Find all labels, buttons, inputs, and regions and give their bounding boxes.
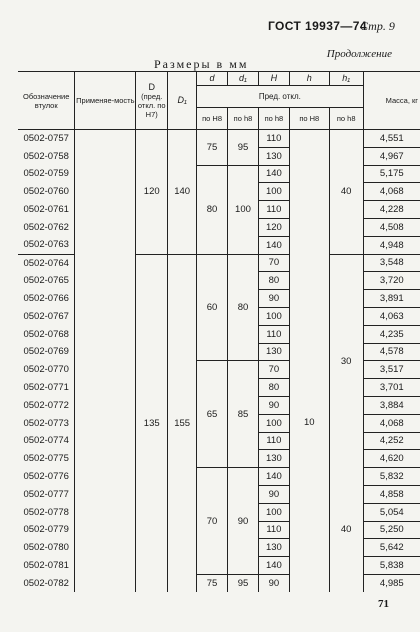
H-value: 100 [258, 503, 289, 521]
d-value: 75 [197, 130, 228, 166]
row-code: 0502-0773 [18, 414, 75, 432]
H-value: 130 [258, 539, 289, 557]
mass-value: 5,642 [363, 539, 420, 557]
col-D1: D₁ [168, 72, 197, 130]
tol-h: по H8 [289, 108, 329, 130]
d-value: 60 [197, 254, 228, 361]
d1-value: 85 [228, 361, 259, 468]
H-value: 100 [258, 414, 289, 432]
standard-number: ГОСТ 19937—74 [268, 19, 367, 33]
d-value: 70 [197, 468, 228, 575]
pred-otkl-label: Пред. откл. [197, 86, 364, 108]
D-value: 120 [136, 130, 168, 255]
d-value: 80 [197, 165, 228, 254]
mass-value: 4,578 [363, 343, 420, 361]
H-value: 110 [258, 521, 289, 539]
mass-value: 4,551 [363, 130, 420, 148]
H-value: 140 [258, 165, 289, 183]
H-value: 90 [258, 396, 289, 414]
mass-value: 4,858 [363, 485, 420, 503]
mass-value: 4,508 [363, 218, 420, 236]
mass-value: 4,235 [363, 325, 420, 343]
H-value: 110 [258, 325, 289, 343]
row-code: 0502-0775 [18, 450, 75, 468]
mass-value: 4,948 [363, 236, 420, 254]
tol-h1: по h8 [329, 108, 363, 130]
mass-value: 4,252 [363, 432, 420, 450]
d1-value: 95 [228, 574, 259, 591]
H-value: 100 [258, 183, 289, 201]
mass-value: 4,068 [363, 183, 420, 201]
mass-value: 5,175 [363, 165, 420, 183]
tol-d1: по h8 [228, 108, 259, 130]
row-code: 0502-0777 [18, 485, 75, 503]
row-code: 0502-0767 [18, 307, 75, 325]
page-label: Стр. 9 [360, 19, 395, 33]
row-code: 0502-0772 [18, 396, 75, 414]
H-value: 70 [258, 254, 289, 272]
d1-value: 80 [228, 254, 259, 361]
h-cell [289, 130, 329, 255]
row-code: 0502-0768 [18, 325, 75, 343]
d1-value: 95 [228, 130, 259, 166]
d-value: 75 [197, 574, 228, 591]
row-code: 0502-0760 [18, 183, 75, 201]
H-value: 90 [258, 290, 289, 308]
row-code: 0502-0778 [18, 503, 75, 521]
col-h: h [289, 72, 329, 86]
row-code: 0502-0779 [18, 521, 75, 539]
row-code: 0502-0757 [18, 130, 75, 148]
col-H: H [258, 72, 289, 86]
mass-value: 3,548 [363, 254, 420, 272]
mass-value: 3,517 [363, 361, 420, 379]
H-value: 130 [258, 343, 289, 361]
mass-value: 5,832 [363, 468, 420, 486]
col-D-label: D [148, 81, 155, 92]
continued-label: Продолжение [326, 48, 392, 60]
row-code: 0502-0766 [18, 290, 75, 308]
mass-value: 5,250 [363, 521, 420, 539]
row-code: 0502-0776 [18, 468, 75, 486]
row-code: 0502-0782 [18, 574, 75, 591]
mass-value: 3,701 [363, 379, 420, 397]
row-code: 0502-0774 [18, 432, 75, 450]
H-value: 120 [258, 218, 289, 236]
mass-value: 4,063 [363, 307, 420, 325]
H-value: 140 [258, 557, 289, 575]
mass-value: 3,720 [363, 272, 420, 290]
H-value: 110 [258, 130, 289, 148]
col-designation: Обозначение втулок [18, 72, 75, 130]
mass-value: 5,838 [363, 557, 420, 575]
row-code: 0502-0761 [18, 201, 75, 219]
col-mass: Масса, кг [363, 72, 420, 130]
tol-H: по h8 [258, 108, 289, 130]
D1-value: 140 [168, 130, 197, 255]
H-value: 110 [258, 432, 289, 450]
d1-value: 90 [228, 468, 259, 575]
h1-value: 30 [329, 254, 363, 468]
H-value: 130 [258, 450, 289, 468]
d-value: 65 [197, 361, 228, 468]
D1-value: 155 [168, 254, 197, 592]
row-code: 0502-0781 [18, 557, 75, 575]
row-code: 0502-0780 [18, 539, 75, 557]
row-code: 0502-0762 [18, 218, 75, 236]
row-code: 0502-0763 [18, 236, 75, 254]
dimensions-title: Размеры в мм [154, 57, 249, 71]
col-D-tolerance: (пред. откл. по H7) [137, 91, 166, 119]
col-applicability: Применяе-мость [75, 72, 136, 130]
row-code: 0502-0771 [18, 379, 75, 397]
h1-value: 40 [329, 468, 363, 592]
H-value: 100 [258, 307, 289, 325]
h1-value: 40 [329, 130, 363, 255]
col-h1: h₁ [329, 72, 363, 86]
row-code: 0502-0764 [18, 254, 75, 272]
row-code: 0502-0769 [18, 343, 75, 361]
row-code: 0502-0758 [18, 147, 75, 165]
tol-d: по H8 [197, 108, 228, 130]
h-value: 10 [289, 254, 329, 592]
H-value: 70 [258, 361, 289, 379]
row-code: 0502-0770 [18, 361, 75, 379]
D-value: 135 [136, 254, 168, 592]
H-value: 110 [258, 201, 289, 219]
mass-value: 3,884 [363, 396, 420, 414]
H-value: 90 [258, 574, 289, 591]
mass-value: 4,068 [363, 414, 420, 432]
mass-value: 4,985 [379, 577, 404, 589]
row-code: 0502-0765 [18, 272, 75, 290]
col-d: d [197, 72, 228, 86]
H-value: 140 [258, 468, 289, 486]
H-value: 80 [258, 379, 289, 397]
spec-table [18, 71, 420, 592]
col-d1: d₁ [228, 72, 259, 86]
applicability-cell [75, 130, 136, 592]
H-value: 90 [258, 485, 289, 503]
mass-value: 4,228 [363, 201, 420, 219]
d1-value: 100 [228, 165, 259, 254]
H-value: 130 [258, 147, 289, 165]
page-number: 71 [378, 598, 389, 610]
H-value: 80 [258, 272, 289, 290]
row-code: 0502-0759 [18, 165, 75, 183]
mass-value: 4,620 [363, 450, 420, 468]
col-D [136, 72, 168, 130]
H-value: 140 [258, 236, 289, 254]
mass-value: 4,967 [363, 147, 420, 165]
mass-value: 5,054 [363, 503, 420, 521]
mass-value: 3,891 [363, 290, 420, 308]
